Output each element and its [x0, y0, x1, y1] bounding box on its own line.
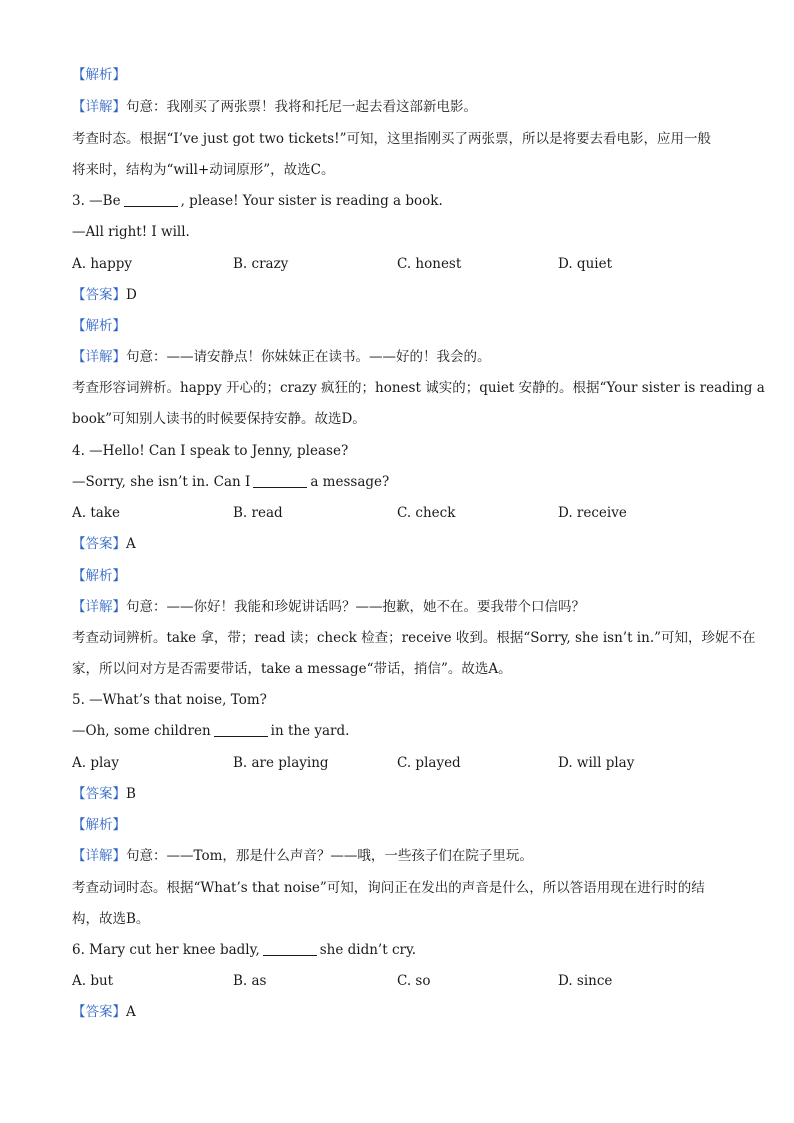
options-row: [72, 753, 722, 773]
option-b: B. crazy: [233, 256, 289, 272]
option-d: D. since: [558, 973, 613, 989]
option-d: D. will play: [558, 755, 635, 771]
answer-blank: [214, 722, 268, 737]
option-c: C. honest: [397, 256, 462, 272]
explanation-line: 考查动词时态。根据“What’s that noise”可知，询问正在发出的声音是什么，所以答语用现在进行时的结: [72, 880, 705, 896]
explanation-line: 将来时，结构为“will+动词原形”，故选C。: [72, 162, 335, 178]
explanation-line: 考查形容词辨析。happy 开心的；crazy 疯狂的；honest 诚实的；quiet 安静的。根据“Your sister is reading a: [72, 380, 765, 396]
answer-line: 【答案】A: [72, 1004, 136, 1020]
question-reply: —Sorry, she isn’t in. Can I a message?: [72, 474, 390, 490]
answer-blank: [253, 473, 307, 488]
answer-blank: [124, 192, 178, 207]
answer-line: 【答案】D: [72, 287, 137, 303]
option-b: B. are playing: [233, 755, 329, 771]
options-row: [72, 503, 722, 523]
option-c: C. played: [397, 755, 461, 771]
option-a: A. take: [72, 505, 120, 521]
question-stem: 3. —Be , please! Your sister is reading a book.: [72, 193, 443, 209]
detail-line: 【详解】句意：——你好！我能和珍妮讲话吗？——抱歉，她不在。要我带个口信吗？: [72, 599, 585, 615]
option-c: C. check: [397, 505, 456, 521]
analysis-heading: 【解析】: [72, 817, 126, 833]
question-reply: —Oh, some children in the yard.: [72, 723, 350, 739]
question-reply: —All right! I will.: [72, 224, 190, 240]
explanation-line: 考查时态。根据“I’ve just got two tickets!”可知，这里指刚买了两张票，所以是将要去看电影，应用一般: [72, 131, 711, 147]
detail-line: 【详解】句意：——Tom，那是什么声音？——哦，一些孩子们在院子里玩。: [72, 848, 533, 864]
option-a: A. play: [72, 755, 119, 771]
explanation-line: 考查动词辨析。take 拿，带；read 读；check 检查；receive 收到。根据“Sorry, she isn’t in.”可知，珍妮不在: [72, 630, 756, 646]
options-row: [72, 254, 722, 274]
analysis-heading: 【解析】: [72, 568, 126, 584]
explanation-line: book”可知别人读书的时候要保持安静。故选D。: [72, 411, 366, 427]
option-b: B. read: [233, 505, 283, 521]
options-row: [72, 971, 722, 991]
question-stem: 5. —What’s that noise, Tom?: [72, 692, 267, 708]
explanation-line: 构，故选B。: [72, 911, 150, 927]
detail-line: 【详解】句意：我刚买了两张票！我将和托尼一起去看这部新电影。: [72, 99, 477, 115]
option-b: B. as: [233, 973, 267, 989]
option-a: A. but: [72, 973, 114, 989]
question-stem: 4. —Hello! Can I speak to Jenny, please?: [72, 443, 349, 459]
option-d: D. quiet: [558, 256, 612, 272]
option-a: A. happy: [72, 256, 132, 272]
analysis-heading: 【解析】: [72, 318, 126, 334]
option-d: D. receive: [558, 505, 627, 521]
explanation-line: 家，所以问对方是否需要带话，take a message“带话，捎信”。故选A。: [72, 661, 512, 677]
analysis-heading: 【解析】: [72, 67, 126, 83]
answer-line: 【答案】A: [72, 536, 136, 552]
question-stem: 6. Mary cut her knee badly, she didn’t cry.: [72, 942, 417, 958]
answer-line: 【答案】B: [72, 786, 136, 802]
answer-blank: [263, 941, 317, 956]
option-c: C. so: [397, 973, 431, 989]
detail-line: 【详解】句意：——请安静点！你妹妹正在读书。——好的！我会的。: [72, 349, 491, 365]
